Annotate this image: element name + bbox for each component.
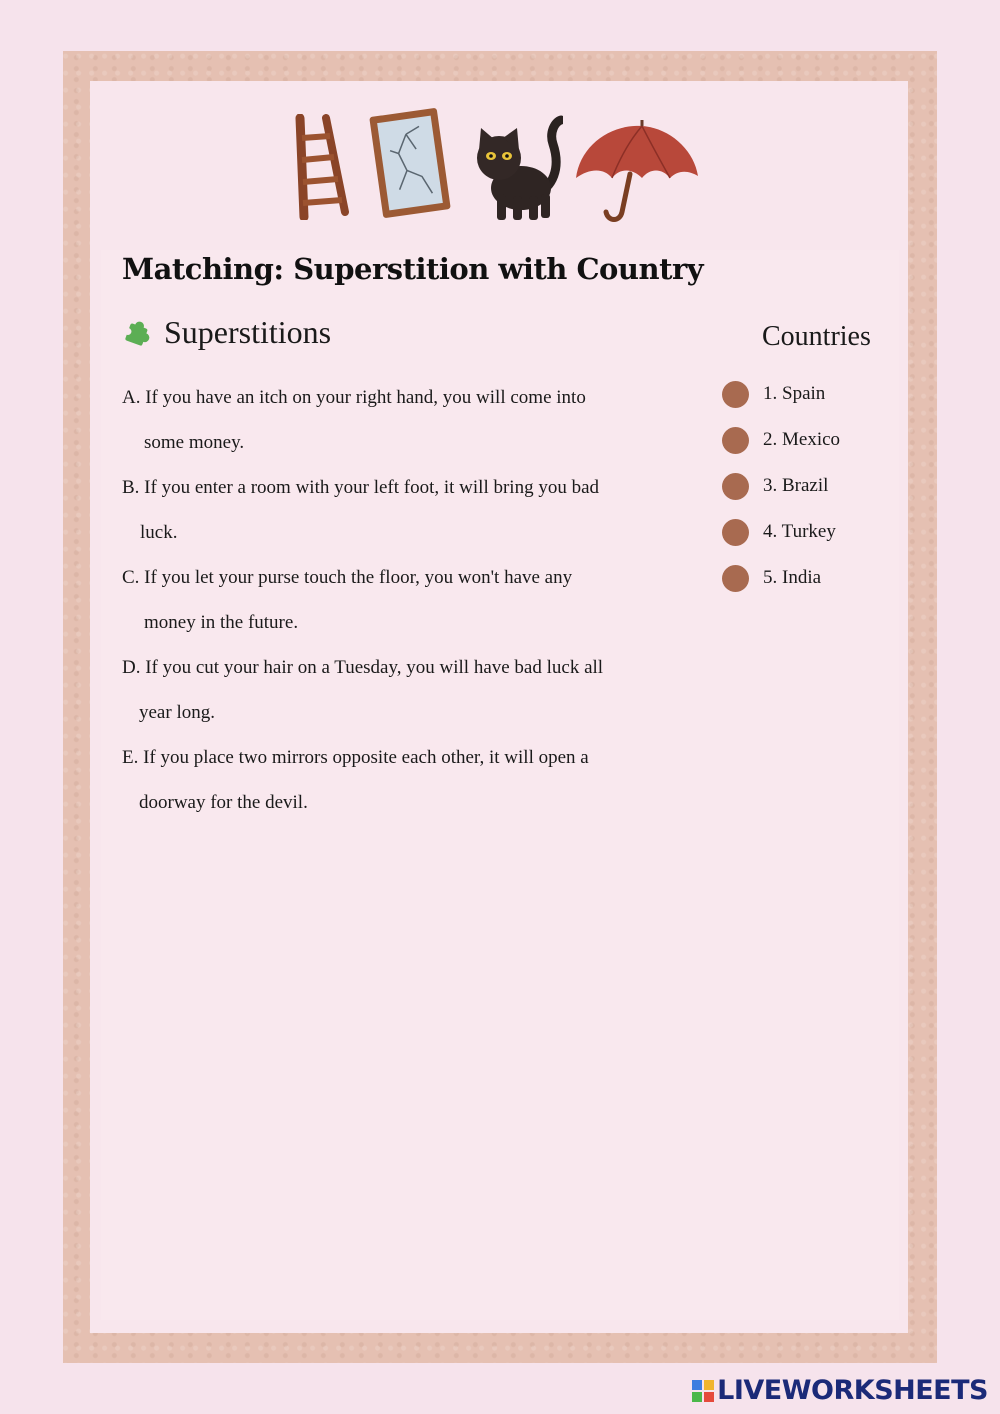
superstition-text: D. If you cut your hair on a Tuesday, you will have bad luck all bbox=[122, 657, 604, 678]
page-title: Matching: Superstition with Country bbox=[122, 252, 704, 286]
superstition-item-a[interactable] bbox=[122, 375, 667, 465]
country-label: 4. Turkey bbox=[763, 521, 836, 542]
country-item-india[interactable] bbox=[722, 562, 840, 594]
superstition-item-d[interactable] bbox=[122, 645, 667, 735]
superstition-text: C. If you let your purse touch the floor, you won't have any bbox=[122, 567, 573, 588]
match-dot[interactable] bbox=[722, 427, 749, 454]
country-label: 1. Spain bbox=[763, 383, 826, 404]
match-dot[interactable] bbox=[722, 381, 749, 408]
superstition-text-continued: doorway for the devil. bbox=[139, 792, 308, 813]
black-cat-icon bbox=[469, 114, 563, 224]
superstition-text: E. If you place two mirrors opposite each other, it will open a bbox=[122, 747, 589, 768]
match-dot[interactable] bbox=[722, 519, 749, 546]
liveworksheets-logo-icon bbox=[692, 1380, 714, 1402]
country-label: 2. Mexico bbox=[763, 429, 841, 450]
umbrella-icon bbox=[570, 116, 700, 224]
countries-list bbox=[722, 378, 840, 608]
country-item-mexico[interactable] bbox=[722, 424, 840, 456]
liveworksheets-wordmark: LIVEWORKSHEETS bbox=[717, 1375, 988, 1406]
superstition-text-continued: money in the future. bbox=[144, 612, 299, 633]
superstition-item-b[interactable] bbox=[122, 465, 667, 555]
countries-heading: Countries bbox=[762, 321, 871, 352]
country-item-turkey[interactable] bbox=[722, 516, 840, 548]
liveworksheets-branding[interactable] bbox=[692, 1375, 988, 1406]
puzzle-piece-icon bbox=[122, 317, 154, 349]
superstition-text: B. If you enter a room with your left foot, it will bring you bad bbox=[122, 477, 600, 498]
country-item-spain[interactable] bbox=[722, 378, 840, 410]
superstition-text-continued: some money. bbox=[144, 432, 245, 453]
country-label: 3. Brazil bbox=[763, 475, 829, 496]
superstitions-heading bbox=[122, 314, 331, 351]
superstition-text: A. If you have an itch on your right hand, you will come into bbox=[122, 387, 586, 408]
ladder-icon bbox=[290, 114, 352, 220]
superstition-item-e[interactable] bbox=[122, 735, 667, 825]
superstition-text-continued: luck. bbox=[140, 522, 178, 543]
superstition-text-continued: year long. bbox=[139, 702, 215, 723]
country-label: 5. India bbox=[763, 567, 822, 588]
broken-mirror-icon bbox=[362, 104, 458, 222]
superstitions-heading-label: Superstitions bbox=[164, 314, 332, 350]
superstition-item-c[interactable] bbox=[122, 555, 667, 645]
match-dot[interactable] bbox=[722, 565, 749, 592]
match-dot[interactable] bbox=[722, 473, 749, 500]
country-item-brazil[interactable] bbox=[722, 470, 840, 502]
superstitions-list bbox=[122, 375, 667, 825]
